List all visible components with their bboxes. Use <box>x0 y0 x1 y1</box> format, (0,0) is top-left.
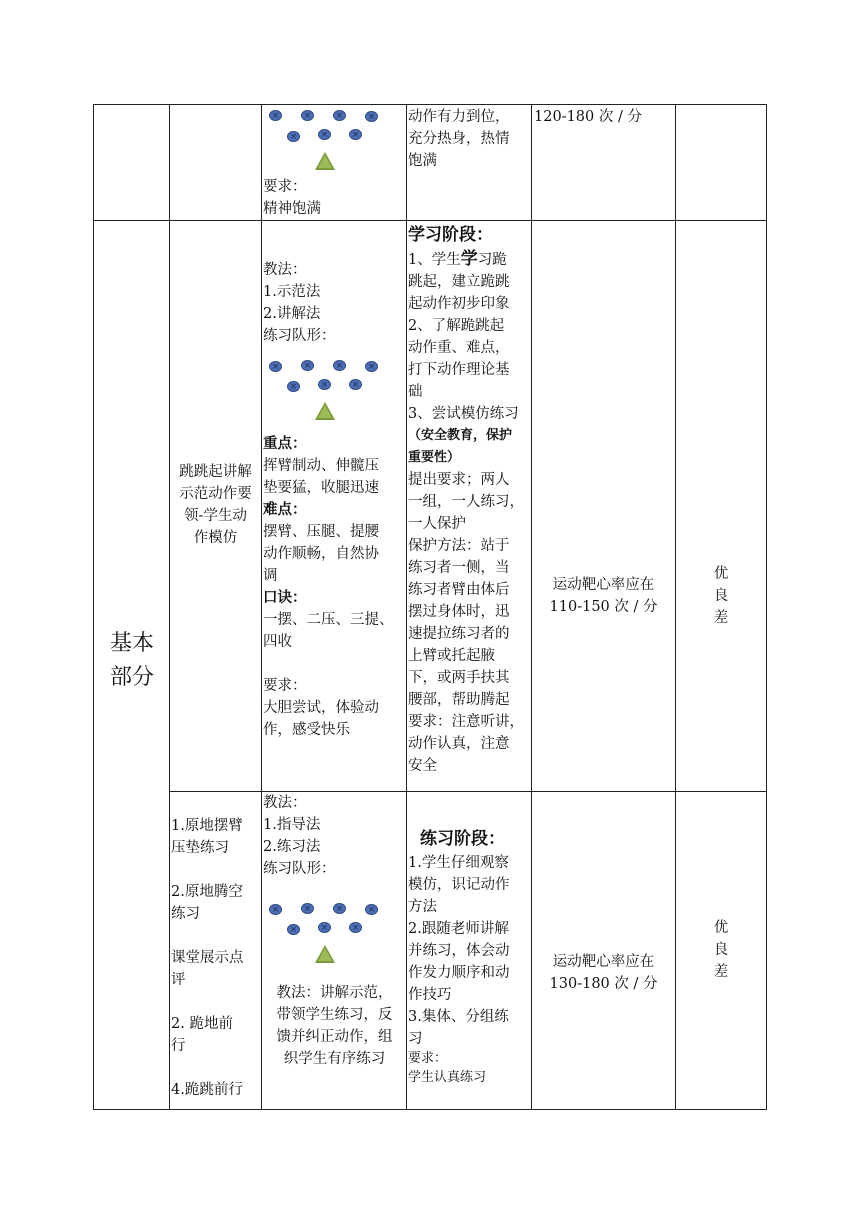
col-border-2 <box>261 104 262 1110</box>
row2-chant-label: 口诀： <box>263 589 307 606</box>
row3-activity-line: 方法 <box>408 899 437 915</box>
row3-activity-line: 1.学生仔细观察 <box>408 855 509 871</box>
spacer <box>171 925 261 947</box>
row2-content-line: 跳跳起讲解 <box>179 464 252 480</box>
row3-method-cell <box>263 792 406 1070</box>
student-dot-icon <box>318 922 331 933</box>
row3-activity-line: 作技巧 <box>408 987 452 1003</box>
student-dot-icon <box>269 361 282 372</box>
row2-activity-cell <box>408 222 532 777</box>
row2-activity-text: 习跪 <box>477 252 507 268</box>
col-border-0 <box>93 104 94 1110</box>
section-label <box>95 627 169 695</box>
row3-activity-line: 作发力顺序和动 <box>408 965 510 981</box>
row2-activity-line: 下，或两手扶其 <box>408 670 510 686</box>
row2-activity-emph: 学 <box>460 249 478 269</box>
row3-eval-grade: 差 <box>713 964 729 980</box>
row1-bottom-border <box>93 220 767 221</box>
col-border-6 <box>766 104 767 1110</box>
row2-key-text: 挥臂制动、伸髋压 <box>263 458 379 474</box>
row2-activity-line: 提出要求；两人 <box>408 472 510 488</box>
row2-activity-line: 跳起，建立跪跳 <box>408 274 510 290</box>
student-dot-icon <box>365 111 378 122</box>
row3-activity-line: 2.跟随老师讲解 <box>408 921 509 937</box>
row2-activity-line: 练习者一侧，当 <box>408 560 510 576</box>
row1-activity-line: 饱满 <box>408 153 437 169</box>
row3-content-item: 课堂展示点 <box>171 950 244 966</box>
row3-eval-grade: 优 <box>713 920 729 936</box>
row2-activity-line: 要求：注意听讲， <box>408 714 524 730</box>
row1-activity-line: 充分热身，热情 <box>408 131 510 147</box>
row3-teach-label: 教法： <box>263 795 307 811</box>
row2-activity-line <box>408 248 532 271</box>
row3-content-item: 练习 <box>171 906 200 922</box>
row1-req-value: 精神饱满 <box>263 201 321 217</box>
row3-evaluation <box>676 917 766 983</box>
row3-activity-cell <box>408 826 532 1088</box>
spacer <box>171 991 261 1013</box>
row2-safety-note: （安全教育，保护 <box>408 428 513 443</box>
student-dot-icon <box>287 131 300 142</box>
row2-formation-label: 练习队形： <box>263 328 336 344</box>
row2-content-line: 作模仿 <box>193 530 238 546</box>
row3-summary-line: 馈并纠正动作，组 <box>276 1029 393 1045</box>
student-dot-icon <box>333 903 346 914</box>
row2-activity-line: 动作重、难点， <box>408 340 510 356</box>
row2-content-line: 示范动作要 <box>179 486 252 502</box>
formation-diagram <box>267 353 387 425</box>
row2-activity-line: 打下动作理论基 <box>408 362 510 378</box>
row2-activity-line: 摆过身体时，迅 <box>408 604 510 620</box>
student-dot-icon <box>287 924 300 935</box>
student-dot-icon <box>301 360 314 371</box>
row2-content-cell <box>170 461 261 549</box>
row3-heart-rate-line: 130-180 次 / 分 <box>549 976 658 992</box>
row2-req-text: 作，感受快乐 <box>263 722 350 738</box>
row3-activity-line: 模仿，识记动作 <box>408 877 510 893</box>
row3-formation-label: 练习队形： <box>263 861 336 877</box>
row2-teach-label: 教法： <box>263 262 307 278</box>
row2-activity-text: 1、学生 <box>408 252 461 268</box>
student-dot-icon <box>365 361 378 372</box>
row2-activity-line: 腰部，帮助腾起 <box>408 692 510 708</box>
row2-eval-grade: 差 <box>713 610 729 626</box>
row1-activity-cell <box>408 106 530 172</box>
row1-heart-rate: 120-180 次 / 分 <box>534 109 642 125</box>
student-dot-icon <box>318 379 331 390</box>
row2-activity-line: 2、了解跪跳起 <box>408 318 505 334</box>
row3-content-item: 压垫练习 <box>171 840 229 856</box>
student-dot-icon <box>287 381 300 392</box>
row2-req-label: 要求： <box>263 678 307 694</box>
teacher-triangle-icon <box>315 402 335 420</box>
teacher-triangle-icon <box>315 152 335 170</box>
row2-activity-line: 起动作初步印象 <box>408 296 510 312</box>
row3-activity-line: 并练习，体会动 <box>408 943 510 959</box>
student-dot-icon <box>269 110 282 121</box>
row3-content-item: 1.原地摆臂 <box>171 818 243 834</box>
row2-stage-title: 学习阶段： <box>408 225 493 245</box>
student-dot-icon <box>318 129 331 140</box>
section-label-line: 基本 <box>109 631 154 656</box>
row2-key-label: 重点： <box>263 435 307 452</box>
student-dot-icon <box>301 110 314 121</box>
row2-teach-item: 2.讲解法 <box>263 306 321 322</box>
col-border-1 <box>169 104 170 1110</box>
row3-method-summary <box>263 982 406 1070</box>
row2-activity-line: 速提拉练习者的 <box>408 626 510 642</box>
row2-activity-line: 练习者臂由体后 <box>408 582 510 598</box>
row2-chant-text: 四收 <box>263 634 292 650</box>
table-bottom-border <box>93 1109 767 1110</box>
row2-content-line: 领-学生动 <box>184 508 247 524</box>
row3-activity-line: 3.集体、分组练 <box>408 1009 509 1025</box>
row3-stage-title: 练习阶段： <box>420 829 505 849</box>
row2-activity-line: 一组，一人练习， <box>408 494 524 510</box>
row2-eval-grade: 良 <box>713 588 729 604</box>
row3-summary-line: 织学生有序练习 <box>283 1051 386 1067</box>
row3-heart-rate <box>532 951 675 995</box>
row3-req-text: 学生认真练习 <box>408 1070 487 1085</box>
row1-method-cell <box>263 106 405 220</box>
row2-heart-rate-line: 运动靶心率应在 <box>552 577 655 593</box>
row2-evaluation <box>676 563 766 629</box>
row2-activity-line: 一人保护 <box>408 516 466 532</box>
row3-summary-line: 教法：讲解示范， <box>276 985 393 1001</box>
row2-activity-line: 础 <box>408 384 423 400</box>
row2-req-text: 大胆尝试，体验动 <box>263 700 379 716</box>
row2-heart-rate-line: 110-150 次 / 分 <box>549 599 658 615</box>
col-border-3 <box>406 104 407 1110</box>
row3-heart-rate-line: 运动靶心率应在 <box>552 954 655 970</box>
section-label-line: 部分 <box>109 665 154 690</box>
formation-diagram <box>267 106 387 172</box>
row2-activity-line: 动作认真，注意 <box>408 736 510 752</box>
student-dot-icon <box>365 904 378 915</box>
row3-content-item: 4.跪跳前行 <box>171 1082 243 1098</box>
row2-method-cell <box>263 259 406 741</box>
student-dot-icon <box>301 903 314 914</box>
row3-content-item: 行 <box>171 1038 186 1054</box>
row3-teach-item: 1.指导法 <box>263 817 321 833</box>
student-dot-icon <box>349 922 362 933</box>
spacer <box>171 1057 261 1079</box>
row3-teach-item: 2.练习法 <box>263 839 321 855</box>
student-dot-icon <box>349 379 362 390</box>
row2-difficulty-text: 摆臂、压腿、提腰 <box>263 524 379 540</box>
row3-req-label: 要求： <box>408 1051 448 1066</box>
teacher-triangle-icon <box>315 945 335 963</box>
row3-summary-line: 带领学生练习，反 <box>276 1007 393 1023</box>
row2-difficulty-text: 动作顺畅，自然协 <box>263 546 379 562</box>
row2-activity-line: 3、尝试模仿练习 <box>408 406 519 422</box>
row3-eval-grade: 良 <box>713 942 729 958</box>
row3-content-cell <box>171 815 261 1101</box>
formation-diagram <box>267 900 387 970</box>
row1-activity-line: 动作有力到位， <box>408 109 510 125</box>
row2-chant-text: 一摆、二压、三提、 <box>263 612 394 628</box>
row2-difficulty-label: 难点： <box>263 501 307 518</box>
student-dot-icon <box>333 360 346 371</box>
row2-bottom-border <box>169 791 767 792</box>
student-dot-icon <box>349 129 362 140</box>
row2-safety-note: 重要性） <box>408 450 461 465</box>
row2-activity-line: 保护方法：站于 <box>408 538 510 554</box>
row1-req-label: 要求： <box>263 179 307 195</box>
row2-activity-line: 安全 <box>408 758 437 774</box>
row2-eval-grade: 优 <box>713 566 729 582</box>
row2-teach-item: 1.示范法 <box>263 284 321 300</box>
row2-activity-line: 上臂或托起腋 <box>408 648 495 664</box>
row3-content-item: 2. 跪地前 <box>171 1016 233 1032</box>
row3-activity-line: 习 <box>408 1031 423 1047</box>
spacer <box>263 653 406 675</box>
table-top-border <box>93 104 767 105</box>
student-dot-icon <box>333 110 346 121</box>
row2-key-text: 垫要猛，收腿迅速 <box>263 480 379 496</box>
row2-difficulty-text: 调 <box>263 568 278 584</box>
row2-heart-rate <box>532 574 675 618</box>
student-dot-icon <box>269 904 282 915</box>
row3-content-item: 2.原地腾空 <box>171 884 243 900</box>
spacer <box>171 859 261 881</box>
row3-content-item: 评 <box>171 972 186 988</box>
